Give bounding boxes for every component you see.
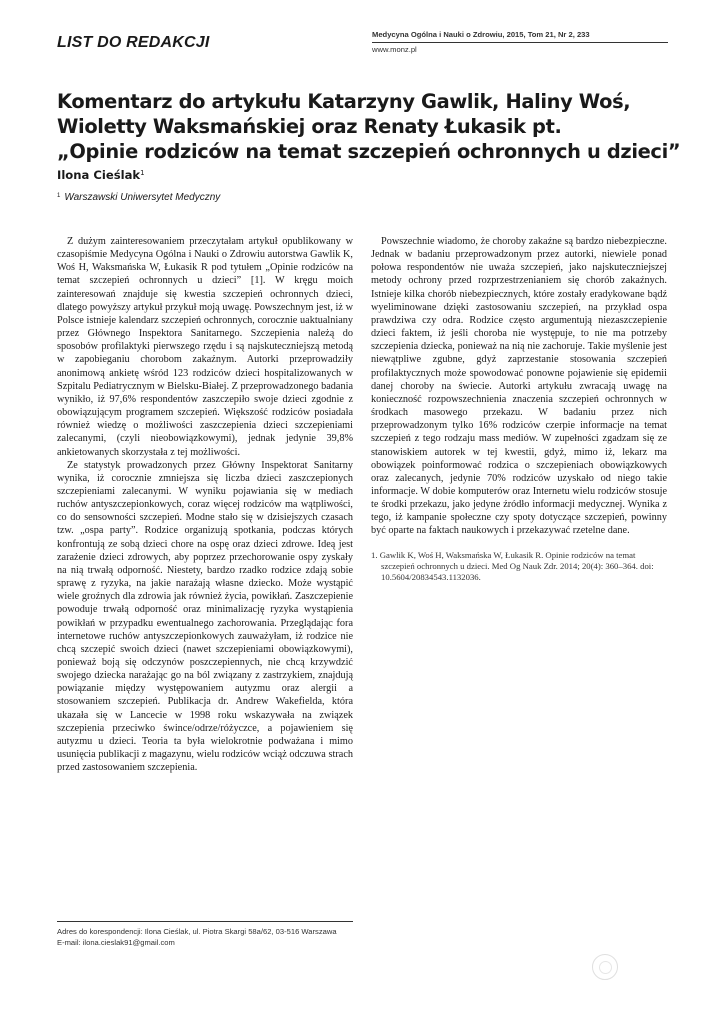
section-label: LIST DO REDAKCJI [57,34,210,51]
correspondence-footer [57,921,353,948]
journal-citation: Medycyna Ogólna i Nauki o Zdrowiu, 2015, Tom 21, Nr 2, 233 [372,30,590,39]
body-column-right [371,235,667,583]
title-line: Wioletty Waksmańskiej oraz Renaty Łukasik pt. [57,115,562,138]
affiliation-superscript: 1 [57,193,61,199]
body-paragraph: Powszechnie wiadomo, że choroby zakaźne są bardzo niebezpieczne. Jednak w badaniu przeprowadzonym przez autorki, niewiele ponad połowa respondentów nie uważa szczepień, jako najskuteczniejszej metody ochrony przed rozprzestrzenianiem się chorób zakaźnych. Istnieje kilka chorób niebezpiecznych, które zostały eradykowane bądź wyeliminowane dzięki zastosowaniu szczepień, na przykład ospa prawdziwa czy odra. Rodzice często argumentują niezaszczepienie dzieci faktem, iż jeśli choroba nie występuje, to nie ma potrzeby szczepienia dziecka, ponieważ na nią nie zachoruje. Takie myślenie jest niewątpliwe zgubne, gdyż zaprzestanie stosowania szczepień profilaktycznych może spowodować ponowne pojawienie się epidemii danej choroby na świecie. Autorki artykułu zwracają uwagę na konieczność rozpowszechnienia znaczenia szczepień ochronnych w środkach masowego przekazu. W badaniu przez nich przeprowadzonym tylko 16% rodziców czerpie informacje na temat szczepień z tego rodzaju mass mediów. W zupełności zgadzam się ze stanowiskiem autorek w tej kwestii, gdyż, mimo iż, lekarz ma obowiązek poinformować rodzica o szczepieniach obowiązkowych oraz zalecanych, jedynie 70% rodziców uzyskało od niego takie informacje. W dobie komputerów oraz Internetu wielu rodziców stosuje te środki przekazu, jako jedyne źródło informacji medycznej. Wynika z tego, iż kampanie społeczne czy spoty dotyczące szczepień, powinny być oparte na faktach naukowych i przekazywać rzetelne dane. [371,236,667,537]
correspondence-address: Adres do korespondencji: Ilona Cieślak, ul. Piotra Skargi 58a/62, 03-516 Warszawa [57,927,337,936]
body-paragraph: Z dużym zainteresowaniem przeczytałam artykuł opublikowany w czasopiśmie Medycyna Ogólna i Nauki o Zdrowiu autorstwa Gawlik K, Woś H, Waksmańska W, Łukasik R pod tytułem „Opinie rodziców na temat szczepień ochronnych u dzieci” [1]. W kręgu moich zainteresowań znajduje się kwestia szczepień ochronnych dzieci, dlatego powyższy artykuł przykuł moją uwagę. Powszechnym jest, iż w Polsce istnieje kalendarz szczepień ochronnych, corocznie uaktualniany przez Głównego Inspektora Sanitarnego. Szczepienia należą do sposobów profilaktyki pierwszego rzędu i są najskuteczniejszą metodą w zapobieganiu chorobom zakaźnym. Autorki przeprowadziły anonimową ankietę wśród 123 rodziców dzieci hospitalizowanych w Szpitalu Pediatrycznym w Bielsku-Białej. Z przeprowadzonego badania wynikło, iż 97,6% respondentów zaszczepiło swoje dzieci zgodnie z obowiązującym programem szczepień. Większość rodziców posiadała również wiedzę o możliwości zaszczepienia dzieci szczepieniami zalecanymi, (czyli nieobowiązkowymi), jednak jedynie 39,8% ankietowanych skorzystała z tej możliwości. [57,236,353,458]
header-rule [372,42,668,43]
reference-item: 1. Gawlik K, Woś H, Waksmańska W, Łukasik R. Opinie rodziców na temat szczepień ochronnych u dzieci. Med Og Nauk Zdr. 2014; 20(4): 360–364. doi: 10.5604/20834543.1132036. [371,549,654,582]
author-affiliation [57,192,220,203]
article-title [57,89,681,164]
watermark-icon [592,954,618,980]
journal-header [372,30,668,54]
body-column-left [57,235,353,774]
body-paragraph: Ze statystyk prowadzonych przez Główny Inspektorat Sanitarny wynika, iż corocznie zmniejsza się liczba dzieci zaszczepionych szczepieniami zalecanymi. W wyniku pojawiania się w mediach ruchów antyszczepionkowych, coraz więcej rodziców ma wątpliwości, co do sensowności szczepień. Modne stało się w dzisiejszych czasach tzw. „ospa party”. Rodzice organizują spotkania, podczas których konfrontują ze sobą dzieci chore na ospę oraz dzieci zdrowe. Ideą jest zarażenie dzieci zdrowych, aby poprzez przechorowanie ospy zyskały na nią trwałą odporność. Niestety, bardzo rzadko rodzice zdają sobie sprawę z ryzyka, na jakie narażają własne dziecko. Może wystąpić wiele groźnych dla zdrowia jak również życia, powikłań. Zaszczepienie powoduje trwałą odporność oraz minimalizację ryzyka wystąpienia powikłań w przypadku ewentualnego zachorowania. Przeglądając fora internetowe ruchów antyszczepionkowych zauważyłam, iż rodzice nie chcą szczepić swoich dzieci (nawet szczepieniami obowiązkowymi), ponieważ boją się odczynów poszczepiennych, nie chcą krzywdzić swojego dziecka narażając go na ból związany z zastrzykiem, znajdują powiązanie między występowaniem autyzmu oraz alergii a stosowaniem szczepień. Publikacja dr. Andrew Wakefielda, która ukazała się w Lancecie w 1998 roku wskazywała na związek szczepienia przeciwko śwince/odrze/różyczce, a pojawieniem się autyzmu u dzieci. Teoria ta była wielokrotnie podważana i mimo usunięcia publikacji z magazynu, wielu rodziców wciąż odczuwa strach przed zastosowaniem szczepienia. [57,459,353,774]
title-line: Komentarz do artykułu Katarzyny Gawlik, Haliny Woś, [57,90,631,113]
author-text: Ilona Cieślak [57,168,141,182]
title-line: „Opinie rodziców na temat szczepień ochronnych u dzieci” [57,140,681,163]
affiliation-text: Warszawski Uniwersytet Medyczny [64,192,221,203]
author-name [57,168,145,182]
journal-url[interactable]: www.monz.pl [372,45,417,54]
author-superscript: 1 [140,169,145,177]
correspondence-email[interactable]: E-mail: ilona.cieslak91@gmail.com [57,938,175,947]
